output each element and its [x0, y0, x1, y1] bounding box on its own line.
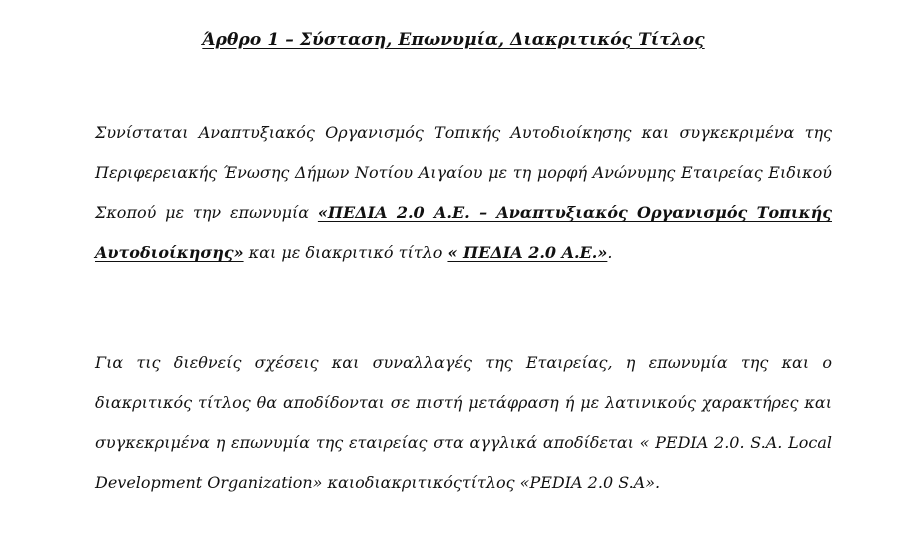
paragraph-end-text: .	[607, 243, 613, 262]
paragraph-establishment	[95, 113, 832, 273]
paragraph-international-name: Για τις διεθνείς σχέσεις και συναλλαγές της Εταιρείας, η επωνυμία της και ο διακριτικός τίτλος θα αποδίδονται σε πιστή μετάφραση ή με λατινικούς χαρακτήρες και συγκεκριμένα η επωνυμία της εταιρείας στα αγγλικά αποδίδεται « PEDIA 2.0. S.A. Local Development Organization» καιοδιακριτικόςτίτλος «PEDIA 2.0 S.A».	[95, 353, 832, 492]
company-name: «ΠΕΔΙΑ 2.0 Α.Ε. – Αναπτυξιακός Οργανισμός Τοπικής Αυτοδιοίκησης»	[95, 203, 832, 262]
article-title: Άρθρο 1 – Σύσταση, Επωνυμία, Διακριτικός Τίτλος	[202, 30, 705, 50]
paragraph-middle-text: και με διακριτικό τίτλο	[243, 243, 448, 262]
paragraph-intro-text: Συνίσταται Αναπτυξιακός Οργανισμός Τοπικής Αυτοδιοίκησης και συγκεκριμένα της Περιφερειακής Ένωσης Δήμων Νοτίου Αιγαίου με τη μορφή Ανώνυμης Εταιρείας Ειδικού Σκοπού με την επωνυμία	[95, 123, 832, 222]
distinctive-title: « ΠΕΔΙΑ 2.0 Α.Ε.»	[447, 243, 608, 262]
